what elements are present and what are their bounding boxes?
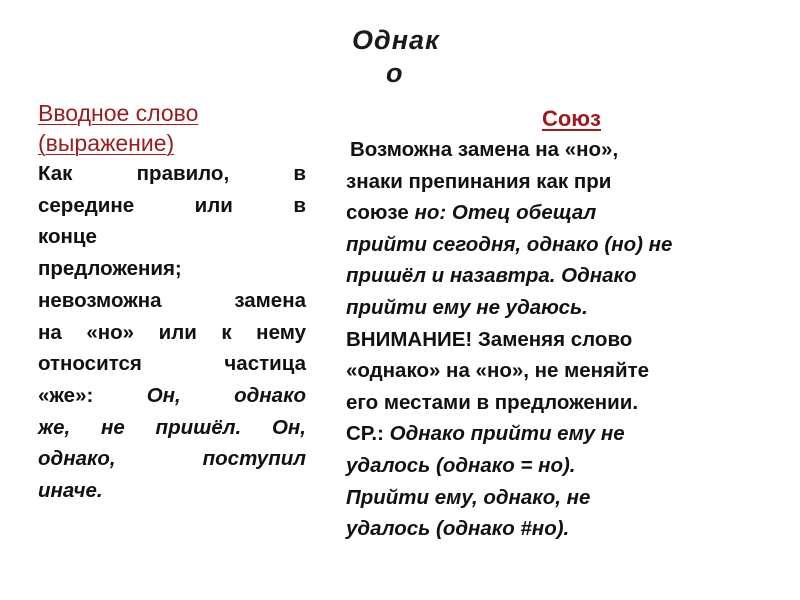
right-line-5: пришёл и назавтра. Однако <box>346 264 637 288</box>
title-line-1: Однак <box>352 25 440 55</box>
slide-title <box>340 24 460 90</box>
left-line-10: однако, поступил <box>38 447 306 471</box>
conjunction-rules <box>346 134 786 545</box>
left-line-2: середине или в <box>38 193 306 217</box>
introductory-word-column <box>38 98 306 507</box>
left-line-7: относится частица <box>38 352 306 376</box>
introductory-word-heading-line-1: Вводное слово <box>38 100 199 126</box>
right-line-7: ВНИМАНИЕ! Заменяя слово <box>346 327 633 351</box>
right-line-10-plain: СР.: <box>346 422 390 446</box>
left-line-5: невозможна замена <box>38 288 306 312</box>
right-line-13: удалось (однако #но). <box>346 517 570 541</box>
left-line-9: же, не пришёл. Он, <box>38 415 306 439</box>
introductory-word-rules <box>38 158 306 507</box>
title-line-2: о <box>386 58 404 88</box>
conjunction-column <box>346 104 786 545</box>
left-line-11: иначе. <box>38 479 103 503</box>
left-line-4: предложения; <box>38 257 182 281</box>
left-line-6: на «но» или к нему <box>38 320 306 344</box>
right-line-12: Прийти ему, однако, не <box>346 485 591 509</box>
right-line-10-italic: Однако прийти ему не <box>389 422 625 446</box>
right-line-6: прийти ему не удаюсь. <box>346 295 588 319</box>
left-line-8 <box>38 380 306 412</box>
right-line-3 <box>346 197 786 229</box>
right-line-1: Возможна замена на «но», <box>350 138 619 161</box>
introductory-word-heading-line-2: (выражение) <box>38 130 175 156</box>
left-example-start: Он, однако <box>146 383 306 407</box>
introductory-word-heading <box>38 98 306 158</box>
right-line-9: его местами в предложении. <box>346 390 639 414</box>
right-line-2: знаки препинания как при <box>346 169 612 193</box>
right-line-8: «однако» на «но», не меняйте <box>346 359 650 383</box>
right-line-11: удалось (однако = но). <box>346 453 576 477</box>
conjunction-heading: Союз <box>541 106 601 131</box>
left-line-3: конце <box>38 225 97 249</box>
right-line-3-plain: союзе <box>346 201 415 225</box>
left-line-1: Как правило, в <box>38 162 306 185</box>
left-line-8-plain: «же»: <box>38 383 147 407</box>
right-line-3-italic: но: Отец обещал <box>414 201 597 225</box>
right-line-10 <box>346 418 786 450</box>
right-line-4: прийти сегодня, однако (но) не <box>346 232 673 256</box>
